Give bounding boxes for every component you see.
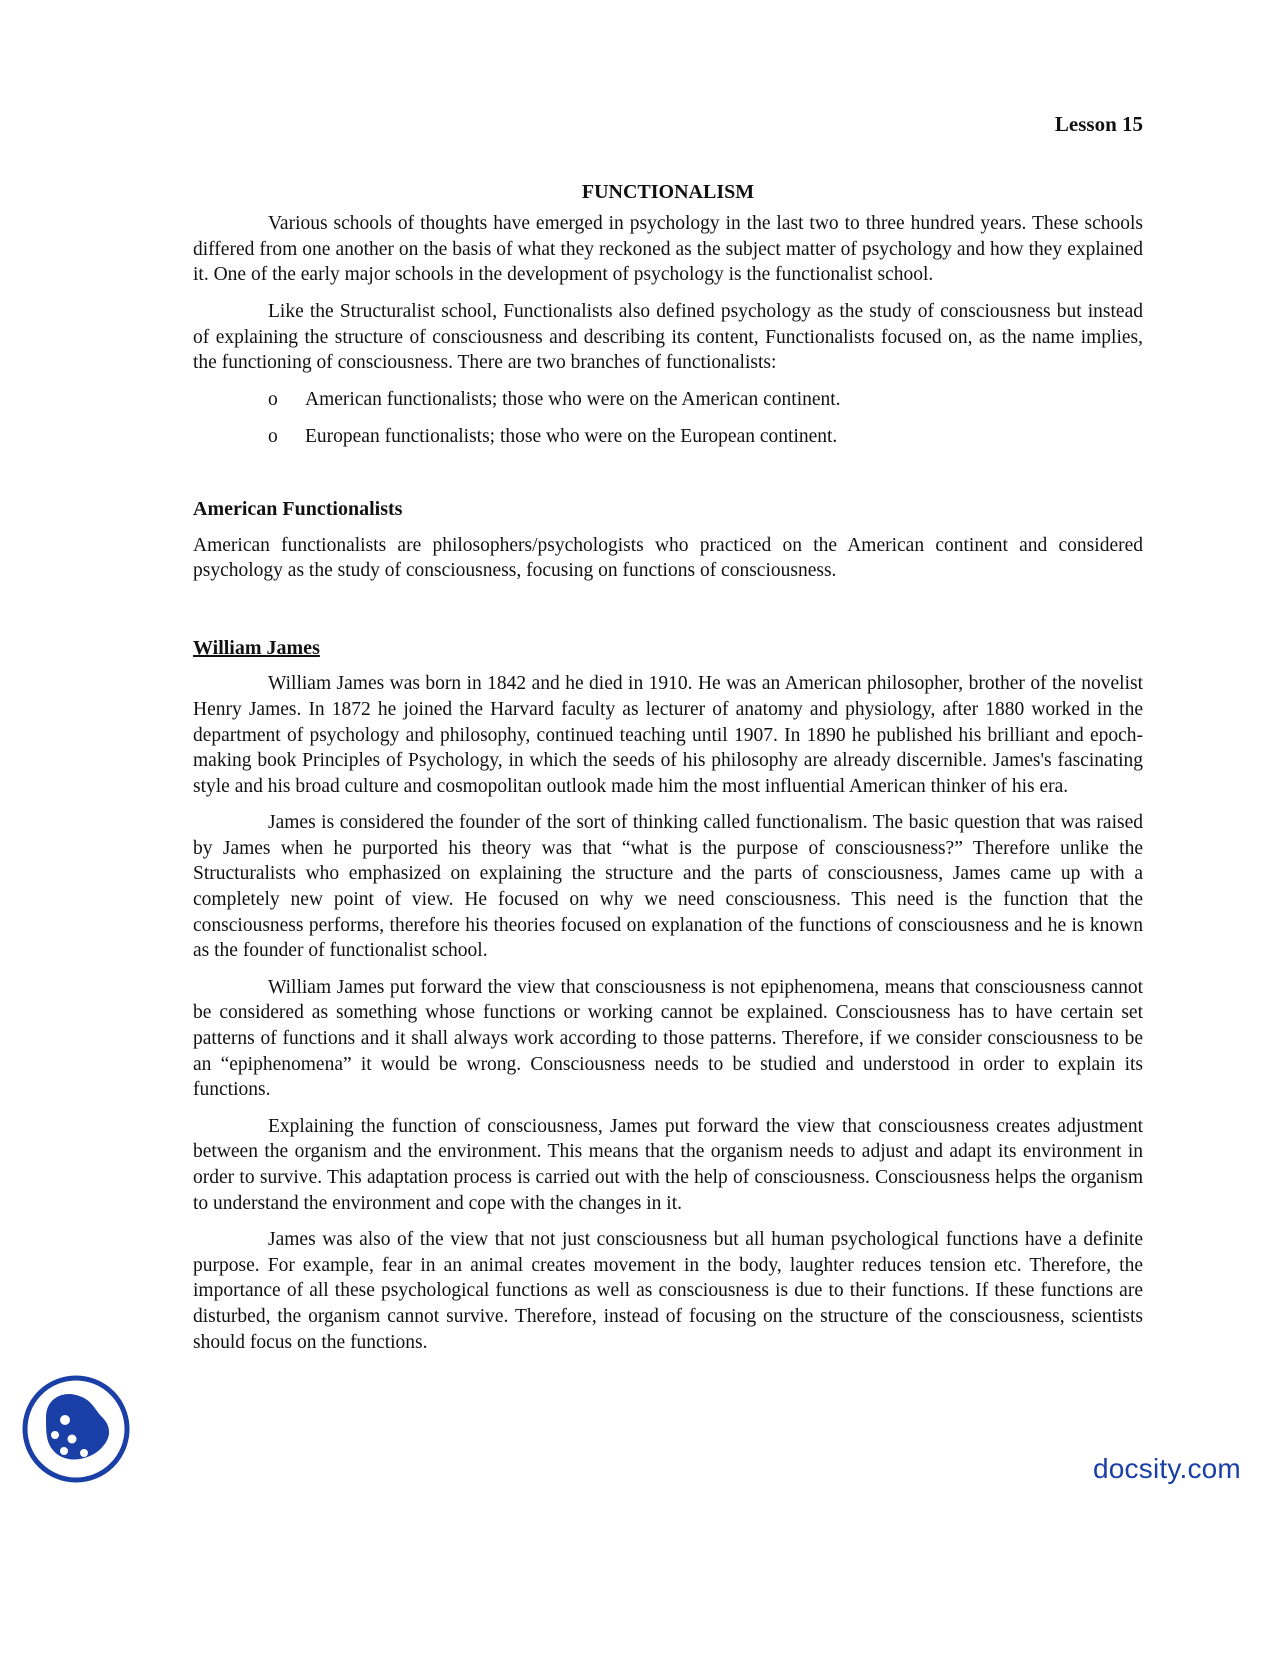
- section-heading-american-functionalists: American Functionalists: [193, 497, 403, 520]
- james-paragraph-4: Explaining the function of consciousness, James put forward the view that consciousness creates adjustment between the organism and the environment. This means that the organism needs to adjust and adapt its environment in order to survive. This adaptation process is carried out with the help of consciousness. Consciousness helps the organism to understand the environment and cope with the changes in it.: [193, 1115, 1143, 1214]
- intro-paragraph-2: Like the Structuralist school, Functionalists also defined psychology as the study of consciousness but instead of explaining the structure of consciousness and describing its content, Functionalists focused on, as the name implies, the functioning of consciousness. There are two branches of functionalists:: [193, 300, 1143, 374]
- american-paragraph: American functionalists are philosophers/psychologists who practiced on the American continent and considered psychology as the study of consciousness, focusing on functions of consciousness.: [193, 534, 1143, 582]
- lesson-number: Lesson 15: [1054, 112, 1143, 136]
- list-item: [193, 387, 1143, 413]
- list-item-text: American functionalists; those who were on the American continent.: [305, 388, 841, 410]
- branches-list: [193, 387, 1143, 450]
- bullet-marker: o: [268, 426, 278, 448]
- intro-paragraph-1: Various schools of thoughts have emerged in psychology in the last two to three hundred years. These schools differed from one another on the basis of what they reckoned as the subject matter of psychology and how they explained it. One of the early major schools in the development of psychology is the functionalist school.: [193, 213, 1143, 286]
- bullet-marker: o: [268, 388, 278, 410]
- james-paragraph-3: William James put forward the view that consciousness is not epiphenomena, means that consciousness cannot be considered as something whose functions or working cannot be explained. Consciousness has to have certain set patterns of functions and it shall always work according to those patterns. Therefore, if we consider consciousness to be an “epiphenomena” it would be wrong. Consciousness needs to be studied and understood in order to explain its functions.: [193, 976, 1143, 1101]
- section-heading-william-james: William James: [193, 636, 320, 659]
- document-page: [193, 112, 1143, 1366]
- james-paragraph-5: James was also of the view that not just consciousness but all human psychological functions have a definite purpose. For example, fear in an animal creates movement in the body, laughter reduces tension etc. Therefore, the importance of all these psychological functions as well as consciousness is due to their functions. If these functions are disturbed, the organism cannot survive. Therefore, instead of focusing on the structure of the consciousness, scientists should focus on the functions.: [193, 1229, 1143, 1353]
- list-item-text: European functionalists; those who were on the European continent.: [305, 426, 838, 448]
- docsity-watermark-link[interactable]: docsity.com: [1093, 1453, 1241, 1484]
- list-item: [193, 424, 1143, 450]
- docsity-logo-icon: [20, 1373, 132, 1485]
- james-paragraph-2: James is considered the founder of the sort of thinking called functionalism. The basic question that was raised by James when he purported his theory was that “what is the purpose of consciousness?” Therefore unlike the Structuralists who emphasized on explaining the structure and the parts of consciousness, James came up with a completely new point of view. He focused on why we need consciousness. This need is the function that the consciousness performs, therefore his theories focused on explanation of the functions of consciousness and he is known as the founder of functionalist school.: [193, 812, 1143, 962]
- james-paragraph-1: William James was born in 1842 and he died in 1910. He was an American philosopher, brother of the novelist Henry James. In 1872 he joined the Harvard faculty as lecturer of anatomy and physiology, after 1880 worked in the department of psychology and philosophy, continued teaching until 1907. In 1890 he published his brilliant and epoch-making book Principles of Psychology, in which the seeds of his philosophy are already discernible. James's fascinating style and his broad culture and cosmopolitan outlook made him the most influential American thinker of his era.: [193, 673, 1143, 797]
- page-title: FUNCTIONALISM: [581, 180, 755, 203]
